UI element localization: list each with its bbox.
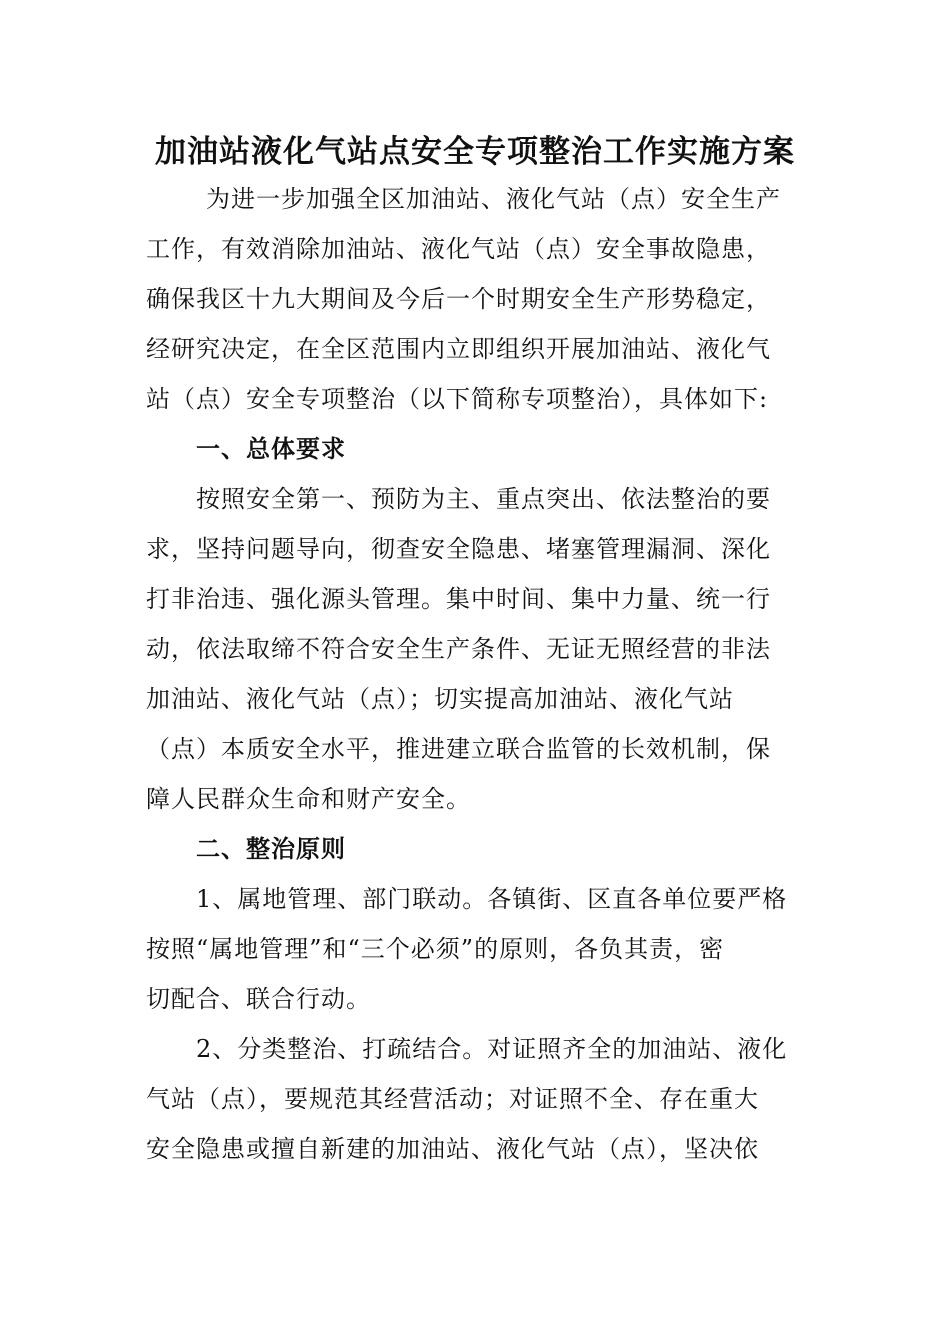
section-heading: 二、整治原则 (196, 834, 346, 863)
paragraph-line: 1、属地管理、部门联动。各镇街、区直各单位要严格 (196, 885, 788, 913)
document-title: 加油站液化气站点安全专项整治工作实施方案 (155, 134, 795, 170)
section-heading: 一、总体要求 (196, 434, 346, 463)
paragraph-line: 确保我区十九大期间及今后一个时期安全生产形势稳定， (146, 285, 771, 313)
paragraph-line: 障人民群众生命和财产安全。 (146, 785, 471, 813)
paragraph-line: 按照安全第一、预防为主、重点突出、依法整治的要 (196, 485, 771, 513)
paragraph-line: 安全隐患或擅自新建的加油站、液化气站（点），坚决依 (146, 1135, 759, 1163)
paragraph-line: 2、分类整治、打疏结合。对证照齐全的加油站、液化 (196, 1035, 788, 1063)
paragraph-line: （点）本质安全水平，推进建立联合监管的长效机制，保 (146, 735, 771, 763)
paragraph-line: 切配合、联合行动。 (146, 985, 371, 1013)
paragraph-line: 加油站、液化气站（点）；切实提高加油站、液化气站 (146, 685, 734, 713)
paragraph-line: 气站（点），要规范其经营活动；对证照不全、存在重大 (146, 1085, 759, 1113)
paragraph-line: 求，坚持问题导向，彻查安全隐患、堵塞管理漏洞、深化 (146, 535, 771, 563)
paragraph-line: 站（点）安全专项整治（以下简称专项整治），具体如下: (146, 385, 769, 413)
paragraph-line: 为进一步加强全区加油站、液化气站（点）安全生产 (206, 185, 781, 213)
paragraph-line: 经研究决定，在全区范围内立即组织开展加油站、液化气 (146, 335, 771, 363)
paragraph-line: 动，依法取缔不符合安全生产条件、无证无照经营的非法 (146, 635, 771, 663)
paragraph-line: 工作，有效消除加油站、液化气站（点）安全事故隐患， (146, 235, 771, 263)
paragraph-line: 打非治违、强化源头管理。集中时间、集中力量、统一行 (146, 585, 771, 613)
paragraph-line: 按照“属地管理”和“三个必须”的原则，各负其责，密 (146, 935, 725, 963)
